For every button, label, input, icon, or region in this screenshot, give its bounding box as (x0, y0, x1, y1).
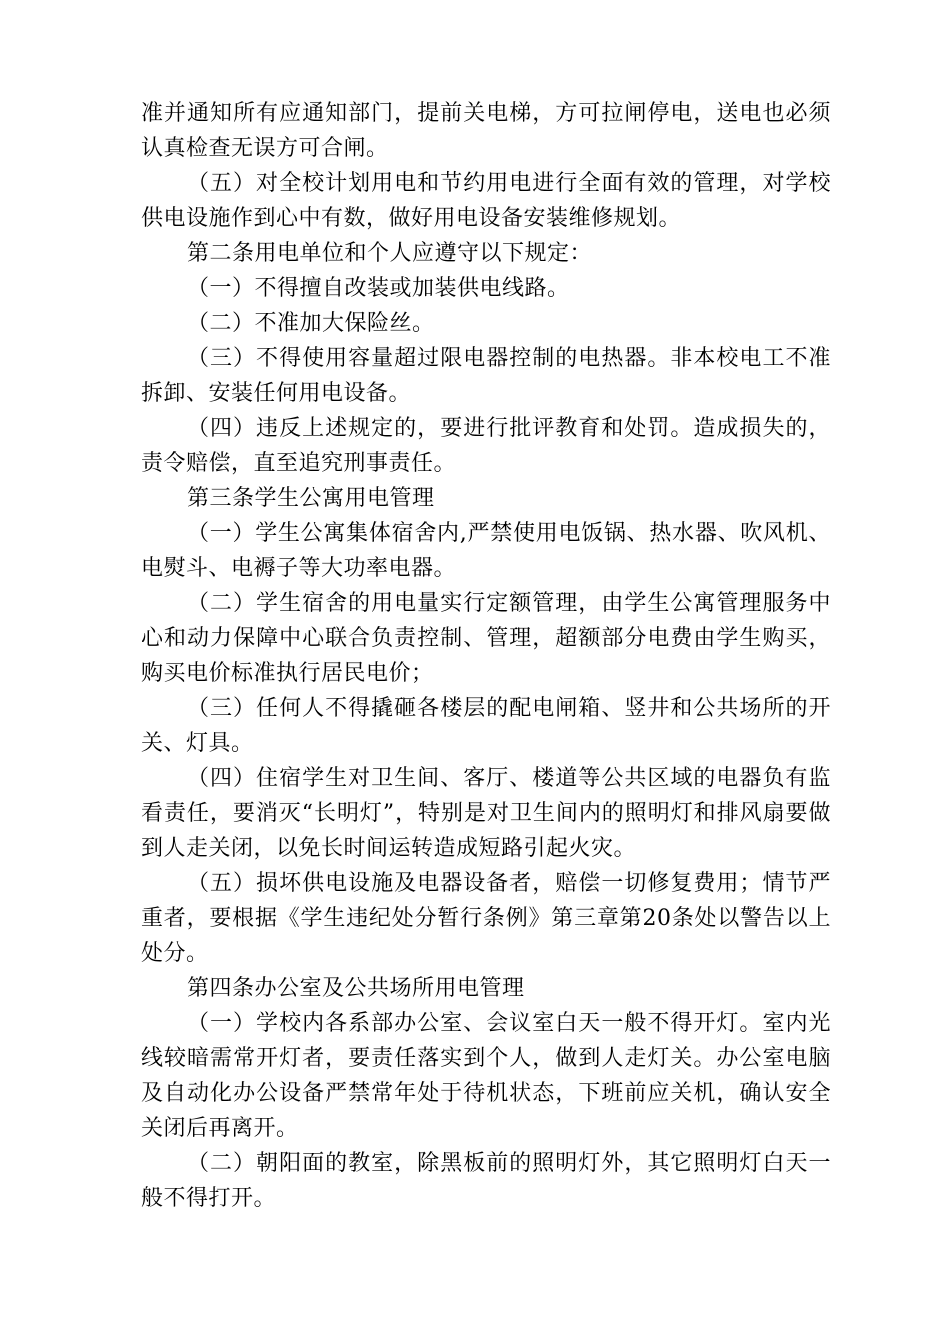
article-3-item-5: （五）损坏供电设施及电器设备者，赔偿一切修复费用；情节严重者，要根据《学生违纪处分暂行条例》第三章第20条处以警告以上处分。 (141, 871, 831, 966)
article-2-item-3: （三）不得使用容量超过限电器控制的电热器。非本校电工不准拆卸、安装任何用电设备。 (141, 346, 831, 406)
article-4-item-2: （二）朝阳面的教室，除黑板前的照明灯外，其它照明灯白天一般不得打开。 (141, 1151, 831, 1211)
article-4-item-1: （一）学校内各系部办公室、会议室白天一般不得开灯。室内光线较暗需常开灯者，要责任落实到个人，做到人走灯关。办公室电脑及自动化办公设备严禁常年处于待机状态，下班前应关机，确认安全关闭后再离开。 (141, 1011, 831, 1141)
article-3-item-2: （二）学生宿舍的用电量实行定额管理，由学生公寓管理服务中心和动力保障中心联合负责控制、管理，超额部分电费由学生购买，购买电价标准执行居民电价； (141, 591, 831, 686)
article-3-heading: 第三条学生公寓用电管理 (187, 486, 435, 511)
article-2-item-4: （四）违反上述规定的，要进行批评教育和处罚。造成损失的，责令赔偿，直至追究刑事责任。 (141, 416, 831, 476)
document-body (141, 96, 831, 1216)
article-3-item-3: （三）任何人不得撬砸各楼层的配电闸箱、竖井和公共场所的开关、灯具。 (141, 696, 831, 756)
article-3-item-1: （一）学生公寓集体宿舍内,严禁使用电饭锅、热水器、吹风机、电熨斗、电褥子等大功率电器。 (141, 521, 831, 581)
article-2-item-2: （二）不准加大保险丝。 (187, 311, 435, 336)
paragraph-item-5: （五）对全校计划用电和节约用电进行全面有效的管理，对学校供电设施作到心中有数，做好用电设备安装维修规划。 (141, 171, 831, 231)
article-3-item-4: （四）住宿学生对卫生间、客厅、楼道等公共区域的电器负有监看责任，要消灭“长明灯”，特别是对卫生间内的照明灯和排风扇要做到人走关闭，以免长时间运转造成短路引起火灾。 (141, 766, 831, 861)
article-2-heading: 第二条用电单位和个人应遵守以下规定： (187, 241, 593, 266)
article-4-heading: 第四条办公室及公共场所用电管理 (187, 976, 525, 1001)
paragraph-continuation: 准并通知所有应通知部门，提前关电梯，方可拉闸停电，送电也必须认真检查无误方可合闸。 (141, 101, 831, 161)
article-2-item-1: （一）不得擅自改装或加装供电线路。 (187, 276, 570, 301)
